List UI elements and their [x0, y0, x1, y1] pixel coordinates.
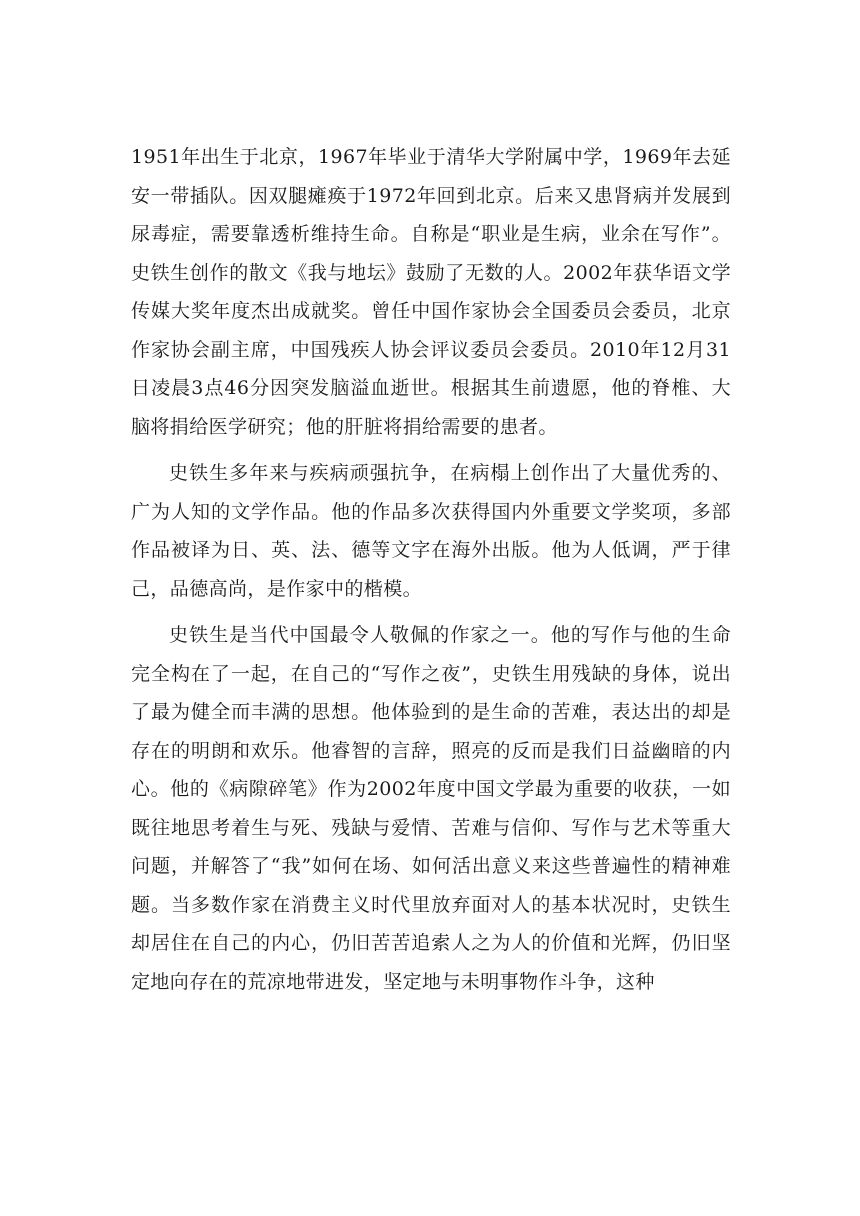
paragraph-struggle: 史铁生多年来与疾病顽强抗争，在病榻上创作出了大量优秀的、广为人知的文学作品。他的作品多次获得国内外重要文学奖项，多部作品被译为日、英、法、德等文字在海外出版。他为人低调，严于律己，品德高尚，是作家中的楷模。 [131, 462, 731, 600]
paragraph-evaluation: 史铁生是当代中国最令人敬佩的作家之一。他的写作与他的生命完全构在了一起，在自己的“写作之夜”，史铁生用残缺的身体，说出了最为健全而丰满的思想。他体验到的是生命的苦难，表达出的却是存在的明朗和欢乐。他睿智的言辞，照亮的反而是我们日益幽暗的内心。他的《病隙碎笔》作为2002年度中国文学最为重要的收获，一如既往地思考着生与死、残缺与爱情、苦难与信仰、写作与艺术等重大问题，并解答了“我”如何在场、如何活出意义来这些普遍性的精神难题。当多数作家在消费主义时代里放弃面对人的基本状况时，史铁生却居住在自己的内心，仍旧苦苦追索人之为人的价值和光辉，仍旧坚定地向存在的荒凉地带进发，坚定地与未明事物作斗争，这种 [131, 624, 731, 993]
paragraph-biography: 1951年出生于北京，1967年毕业于清华大学附属中学，1969年去延安一带插队。因双腿瘫痪于1972年回到北京。后来又患肾病并发展到尿毒症，需要靠透析维持生命。自称是“职业是生病，业余在写作”。史铁生创作的散文《我与地坛》鼓励了无数的人。2002年获华语文学传媒大奖年度杰出成就奖。曾任中国作家协会全国委员会委员，北京作家协会副主席，中国残疾人协会评议委员会委员。2010年12月31日凌晨3点46分因突发脑溢血逝世。根据其生前遗愿，他的脊椎、大脑将捐给医学研究；他的肝脏将捐给需要的患者。 [131, 146, 731, 438]
document-body [131, 138, 731, 1001]
